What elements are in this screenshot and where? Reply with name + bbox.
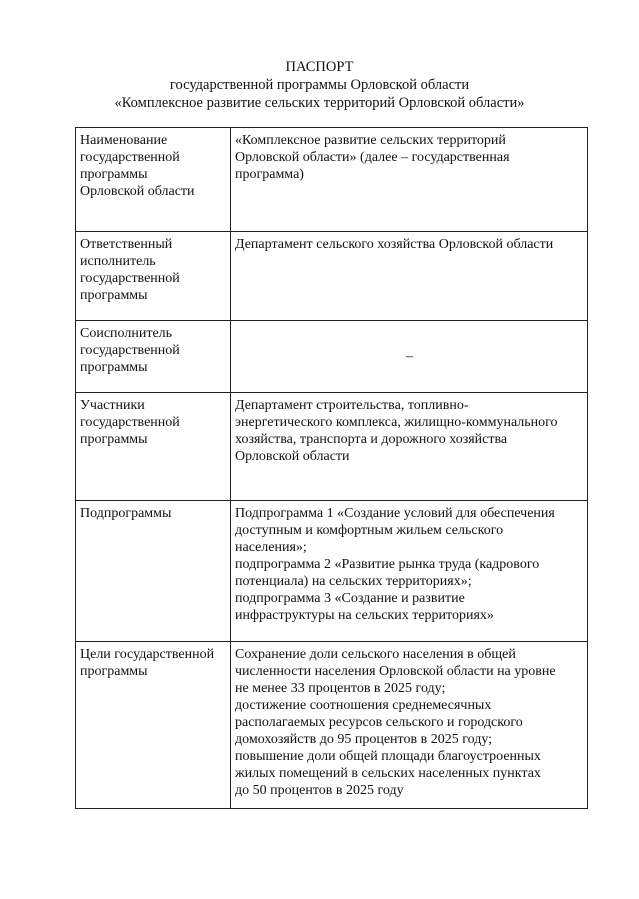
program-name: «Комплексное развитие сельских территорий Орловской области» [114, 95, 525, 111]
table-row [76, 128, 588, 232]
table-row [76, 393, 588, 501]
table-row [76, 501, 588, 642]
row-label: Наименование государственной программы Орловской области [76, 128, 231, 232]
document-subtitle: государственной программы Орловской области [169, 77, 470, 93]
row-value: Подпрограмма 1 «Создание условий для обеспечения доступным и комфортным жильем сельского населения»; подпрограмма 2 «Развитие рынка труда (кадрового потенциала) на сельских территориях»; подпрограмма 3 «Создание и развитие инфраструктуры на сельских территориях» [231, 501, 588, 642]
table-row [76, 232, 588, 321]
table-row [76, 321, 588, 393]
row-label: Цели государственной программы [76, 642, 231, 809]
row-value: – [231, 321, 588, 393]
row-label: Соисполнитель государственной программы [76, 321, 231, 393]
row-value: Департамент сельского хозяйства Орловской области [231, 232, 588, 321]
row-label: Участники государственной программы [76, 393, 231, 501]
document-header [0, 58, 639, 112]
passport-table [75, 127, 588, 809]
row-label: Подпрограммы [76, 501, 231, 642]
document-title: ПАСПОРТ [285, 59, 354, 75]
table-row [76, 642, 588, 809]
row-value: Сохранение доли сельского населения в общей численности населения Орловской области на уровне не менее 33 процентов в 2025 году; достижение соотношения среднемесячных располагаемых ресурсов сельского и городского домохозяйств до 95 процентов в 2025 году; повышение доли общей площади благоустроенных жилых помещений в сельских населенных пунктах до 50 процентов в 2025 году [231, 642, 588, 809]
row-label: Ответственный исполнитель государственной программы [76, 232, 231, 321]
row-value: Департамент строительства, топливно- энергетического комплекса, жилищно-коммунального хозяйства, транспорта и дорожного хозяйства Орловской области [231, 393, 588, 501]
row-value: «Комплексное развитие сельских территорий Орловской области» (далее – государственная программа) [231, 128, 588, 232]
